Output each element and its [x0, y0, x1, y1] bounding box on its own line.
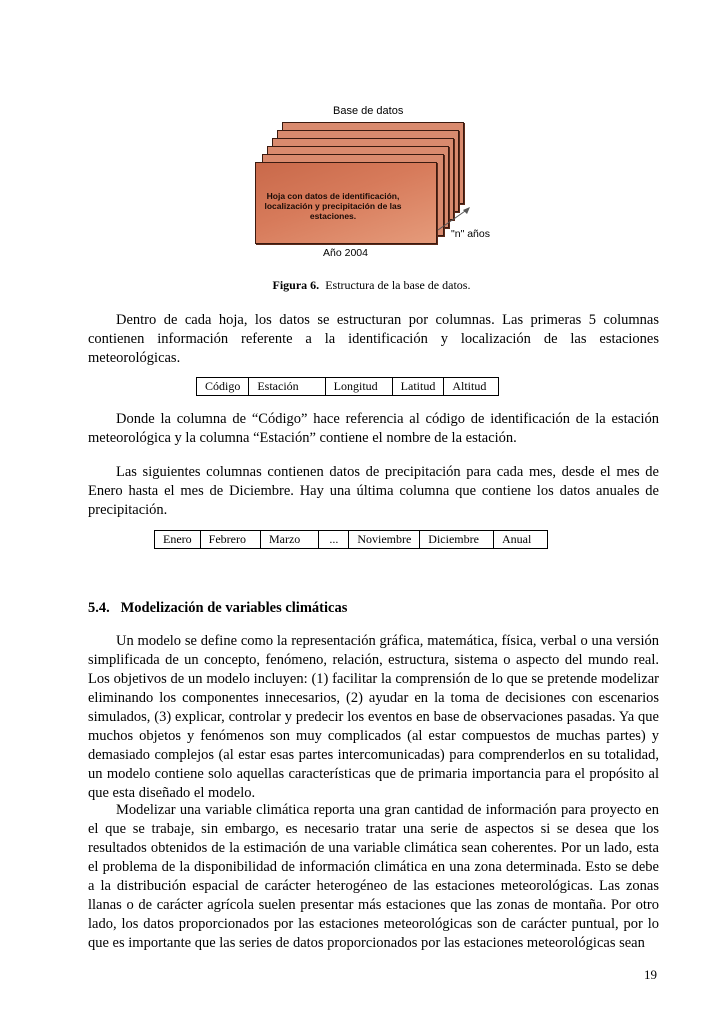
table-cell: Código — [197, 378, 249, 396]
figure-title: Base de datos — [333, 105, 404, 117]
table-cell: Latitud — [392, 378, 444, 396]
paragraph — [88, 463, 659, 520]
paragraph-text: Dentro de cada hoja, los datos se estructuran por columnas. Las primeras 5 columnas contienen información referente a la identificación y localización de las estaciones meteorológicas. — [88, 312, 659, 366]
database-figure — [0, 95, 728, 265]
table-cell: Altitud — [444, 378, 499, 396]
table-cell: Enero — [155, 531, 201, 549]
section-heading: 5.4. Modelización de variables climáticas — [88, 600, 348, 616]
paragraph-text: Donde la columna de “Código” hace referencia al código de identificación de la estación meteorológica y la columna “Estación” contiene el nombre de la estación. — [88, 411, 659, 446]
figure-caption — [0, 278, 728, 293]
table-cell: Noviembre — [349, 531, 420, 549]
table-cell: Longitud — [325, 378, 392, 396]
station-columns-table — [196, 377, 499, 396]
paragraph-text: Modelizar una variable climática reporta una gran cantidad de información para proyecto en el que se trabaje, sin embargo, es necesario tratar una serie de aspectos si se desea que los resultados obtenidos de la estimación de una variable climática sean coherentes. Por un lado, esta el problema de la disponibilidad de información climática en una zona determinada. Esto se debe a la distribución espacial de carácter heterogéneo de las estaciones meteorológicas. Las zonas llanas o de carácter agrícola suelen presentar más estaciones que las zonas de montaña. Por otro lado, los datos proporcionados por las estaciones meteorológicas son de carácter puntual, por lo que es importante que las series de datos proporcionados por las estaciones meteorológicas sean — [88, 802, 659, 951]
paragraph — [88, 632, 659, 803]
table-cell: ... — [319, 531, 349, 549]
precipitation-columns-table — [154, 530, 548, 549]
page-number: 19 — [644, 967, 657, 982]
paragraph — [88, 311, 659, 368]
paragraph — [88, 801, 659, 953]
table-cell: Marzo — [260, 531, 318, 549]
paragraph-text: Las siguientes columnas contienen datos de precipitación para cada mes, desde el mes de Enero hasta el mes de Diciembre. Hay una última columna que contiene los datos anuales de precipitación. — [88, 464, 659, 518]
table-cell: Estación — [249, 378, 325, 396]
n-years-label: "n" años — [451, 228, 490, 240]
sheet-label: Hoja con datos de identificación, localización y precipitación de las estaciones. — [264, 191, 402, 221]
caption-text: Estructura de la base de datos. — [325, 278, 471, 292]
caption-label: Figura 6. — [272, 278, 320, 292]
table-cell: Febrero — [200, 531, 260, 549]
table-cell: Diciembre — [420, 531, 494, 549]
paragraph — [88, 410, 659, 448]
paragraph-text: Un modelo se define como la representación gráfica, matemática, física, verbal o una versión simplificada de un concepto, fenómeno, relación, estructura, sistema o aspecto del mundo real. Los objetivos de un modelo incluyen: (1) facilitar la comprensión de lo que se pretende modelizar eliminando los componentes innecesarios, (2) ayudar en la toma de decisiones con escenarios simulados, (3) explicar, controlar y predecir los eventos en base de observaciones pasadas. Ya que muchos objetos y fenómenos son muy complicados (al estar compuestos de muchas partes) y demasiado complejos (al estar esas partes intercomunicadas) para comprenderlos en su totalidad, un modelo contiene solo aquellas características que de primaria importancia para el propósito al que esta diseñado el modelo. — [88, 633, 659, 801]
table-cell: Anual — [493, 531, 547, 549]
year-label: Año 2004 — [323, 247, 368, 259]
